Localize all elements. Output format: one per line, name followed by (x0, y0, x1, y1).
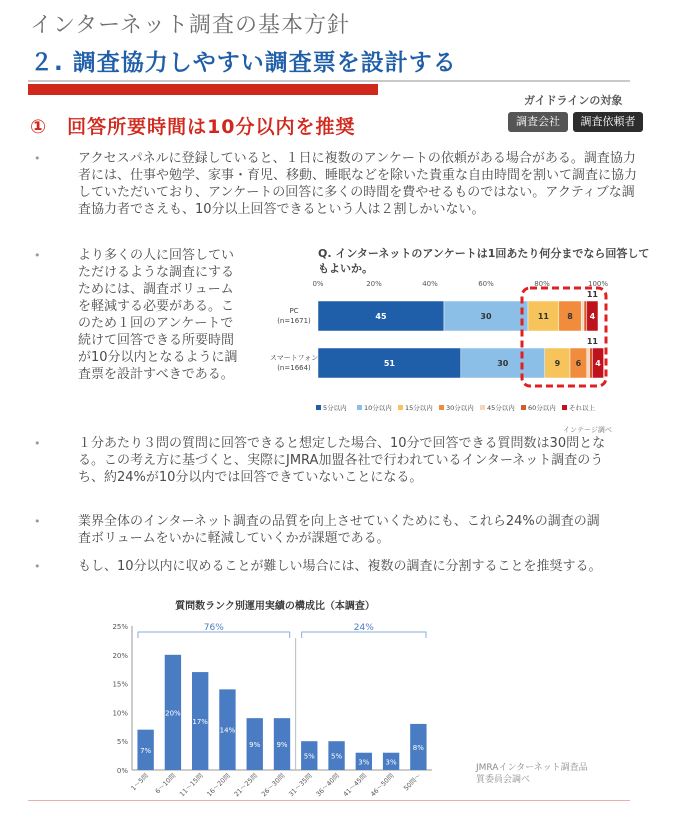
chart1-tick-label: 80% (534, 280, 550, 288)
chart1-legend-swatch (316, 405, 321, 410)
chart1-legend-label: それ以上 (569, 404, 595, 412)
chart1-category-label: PC (289, 307, 299, 315)
chart1-data-label: 51 (383, 359, 395, 368)
chart2-value-label: 20% (165, 709, 181, 718)
chart2-category-label: 11〜15問 (178, 771, 205, 798)
chart1-data-label: 6 (575, 359, 582, 368)
header-divider (28, 80, 630, 82)
chart1-legend-label: 15分以内 (405, 404, 433, 412)
chart2-category-label: 46〜50問 (368, 771, 396, 798)
chart2-group-label: 76% (203, 623, 224, 633)
chart2-category-label: 16〜20問 (205, 771, 232, 798)
chart2-category-label: 1〜5問 (129, 771, 151, 793)
chart1-question: Q. インターネットのアンケートは1回あたり何分までなら回答してもよいか。 (318, 247, 650, 275)
chart2-value-label: 17% (192, 718, 208, 727)
chart1-data-label: 4 (589, 312, 596, 321)
chart2-category-label: 6〜10問 (153, 771, 178, 796)
paragraph-2: より多くの人に回答していただけるような調査にするためには、調査ボリュームを軽減する必要がある。このため１回のアンケートで続けて回答できる所要時間が10分以内となるように調査票を設計すべきである。 (78, 248, 238, 382)
chart1-tick-label: 40% (422, 280, 438, 288)
chart1-legend-label: 45分以内 (487, 404, 515, 412)
chart2-category-label: 36〜40問 (314, 771, 341, 798)
chart2-category-label: 21〜25問 (232, 771, 260, 798)
bullet-marker: • (34, 560, 41, 573)
chart1-legend-swatch (398, 405, 403, 410)
chart1-legend-label: 60分以内 (528, 404, 556, 412)
chart2-value-label: 3% (385, 758, 397, 767)
chart1-data-label: 9 (554, 359, 561, 368)
chart2-value-label: 5% (330, 752, 343, 761)
page-title: インターネット調査の基本方針 (30, 13, 351, 38)
bullet-marker: • (34, 437, 41, 450)
chart1-category-sub: (n=1664) (277, 364, 311, 372)
chart2-y-tick-label: 0% (116, 767, 128, 775)
chart1-legend-swatch (480, 405, 485, 410)
chart2-group-label: 24% (353, 623, 374, 633)
chart1-data-label: 30 (497, 359, 509, 368)
chart2-category-label: 50問〜 (402, 771, 423, 793)
chart1-stacked-bar (268, 278, 618, 418)
chart1-category-label: スマートフォン (269, 354, 319, 362)
chart1-legend-label: 5分以内 (323, 404, 347, 412)
chart2-value-label: 8% (412, 743, 424, 752)
chart1-data-label: 30 (480, 312, 492, 321)
chart1-legend-label: 10分以内 (364, 404, 392, 412)
guideline-target-label: ガイドラインの対象 (524, 94, 623, 107)
bullet-marker: • (34, 152, 41, 165)
chart2-value-label: 9% (249, 741, 261, 750)
chart2-y-tick-label: 15% (112, 680, 128, 689)
chart2-value-label: 7% (140, 746, 152, 755)
chart1-outside-label: 11 (586, 337, 598, 346)
chart2-value-label: 9% (276, 741, 288, 750)
chart2-title: 質問数ランク別運用実績の構成比（本調査） (175, 601, 375, 612)
chart2-value-label: 3% (358, 758, 370, 767)
paragraph-3: １分あたり３問の質問に回答できると想定した場合、10分で回答できる質問数は30問となる。この考え方に基づくと、実際にJMRA加盟各社で行われているインターネット調査のうち、約24%が10分以内では回答できていないことになる。 (78, 436, 606, 485)
chart1-tick-label: 0% (312, 280, 324, 288)
chart2-bar-chart (100, 598, 440, 798)
chart2-y-tick-label: 25% (112, 623, 128, 631)
chart1-bar-segment (587, 348, 590, 378)
chart2-y-tick-label: 20% (112, 651, 128, 660)
bullet-marker: • (34, 515, 41, 528)
chart2-y-tick-label: 10% (112, 709, 128, 718)
chart1-legend-swatch (562, 405, 567, 410)
paragraph-5: もし、10分以内に収めることが難しい場合には、複数の調査に分割することを推奨する。 (78, 559, 602, 574)
chart1-data-label: 8 (567, 312, 573, 321)
chart1-bar-segment (584, 301, 587, 331)
chart2-y-tick-label: 5% (116, 738, 128, 747)
chart1-tick-label: 60% (478, 280, 494, 288)
chart2-category-label: 31〜35問 (287, 771, 314, 798)
chart1-data-label: 45 (375, 312, 387, 321)
paragraph-1: アクセスパネルに登録していると、１日に複数のアンケートの依頼がある場合がある。調査協力者には、仕事や勉学、家事・育児、移動、睡眠などを除いた貴重な自由時間を割いて調査に協力していただいており、アンケートの回答に多くの時間を費やせるものではない。アクティブな調査協力者でさえも、10分以上回答できるという人は２割しかいない。 (78, 151, 638, 217)
section-heading: ① 回答所要時間は10分以内を推奨 (30, 116, 356, 138)
header-accent-bar (28, 84, 378, 95)
chart1-tick-label: 20% (366, 280, 382, 288)
chart2-value-label: 14% (219, 726, 236, 735)
tag-survey-client: 調査依頼者 (573, 112, 643, 132)
paragraph-4: 業界全体のインターネット調査の品質を向上させていくためにも、これら24%の調査の調査ボリュームをいかに軽減していくかが課題である。 (78, 514, 600, 546)
chart1-bar-segment (581, 301, 584, 331)
chart1-bar-segment (590, 348, 593, 378)
chart1-source: インテージ調べ (563, 426, 612, 434)
chart1-category-sub: (n=1671) (277, 317, 311, 325)
page-subtitle: ２. 調査協力しやすい調査票を設計する (30, 50, 457, 76)
chart2-source-note: JMRAインターネット調査品質委員会調べ (476, 763, 588, 785)
footer-divider (28, 800, 630, 801)
chart1-tick-label: 100% (587, 280, 609, 288)
bullet-marker: • (34, 249, 41, 262)
chart1-data-label: 11 (537, 312, 549, 321)
chart2-category-label: 41〜45問 (341, 771, 369, 798)
chart1-data-label: 4 (595, 359, 601, 368)
chart1-legend-swatch (521, 405, 526, 410)
chart1-legend-label: 30分以内 (446, 404, 474, 412)
chart1-legend-swatch (357, 405, 362, 410)
chart2-value-label: 5% (303, 752, 315, 761)
chart1-legend-swatch (439, 405, 444, 410)
tag-survey-company: 調査会社 (508, 112, 568, 132)
chart1-outside-label: 11 (586, 290, 598, 299)
chart2-category-label: 26〜30問 (259, 771, 287, 798)
